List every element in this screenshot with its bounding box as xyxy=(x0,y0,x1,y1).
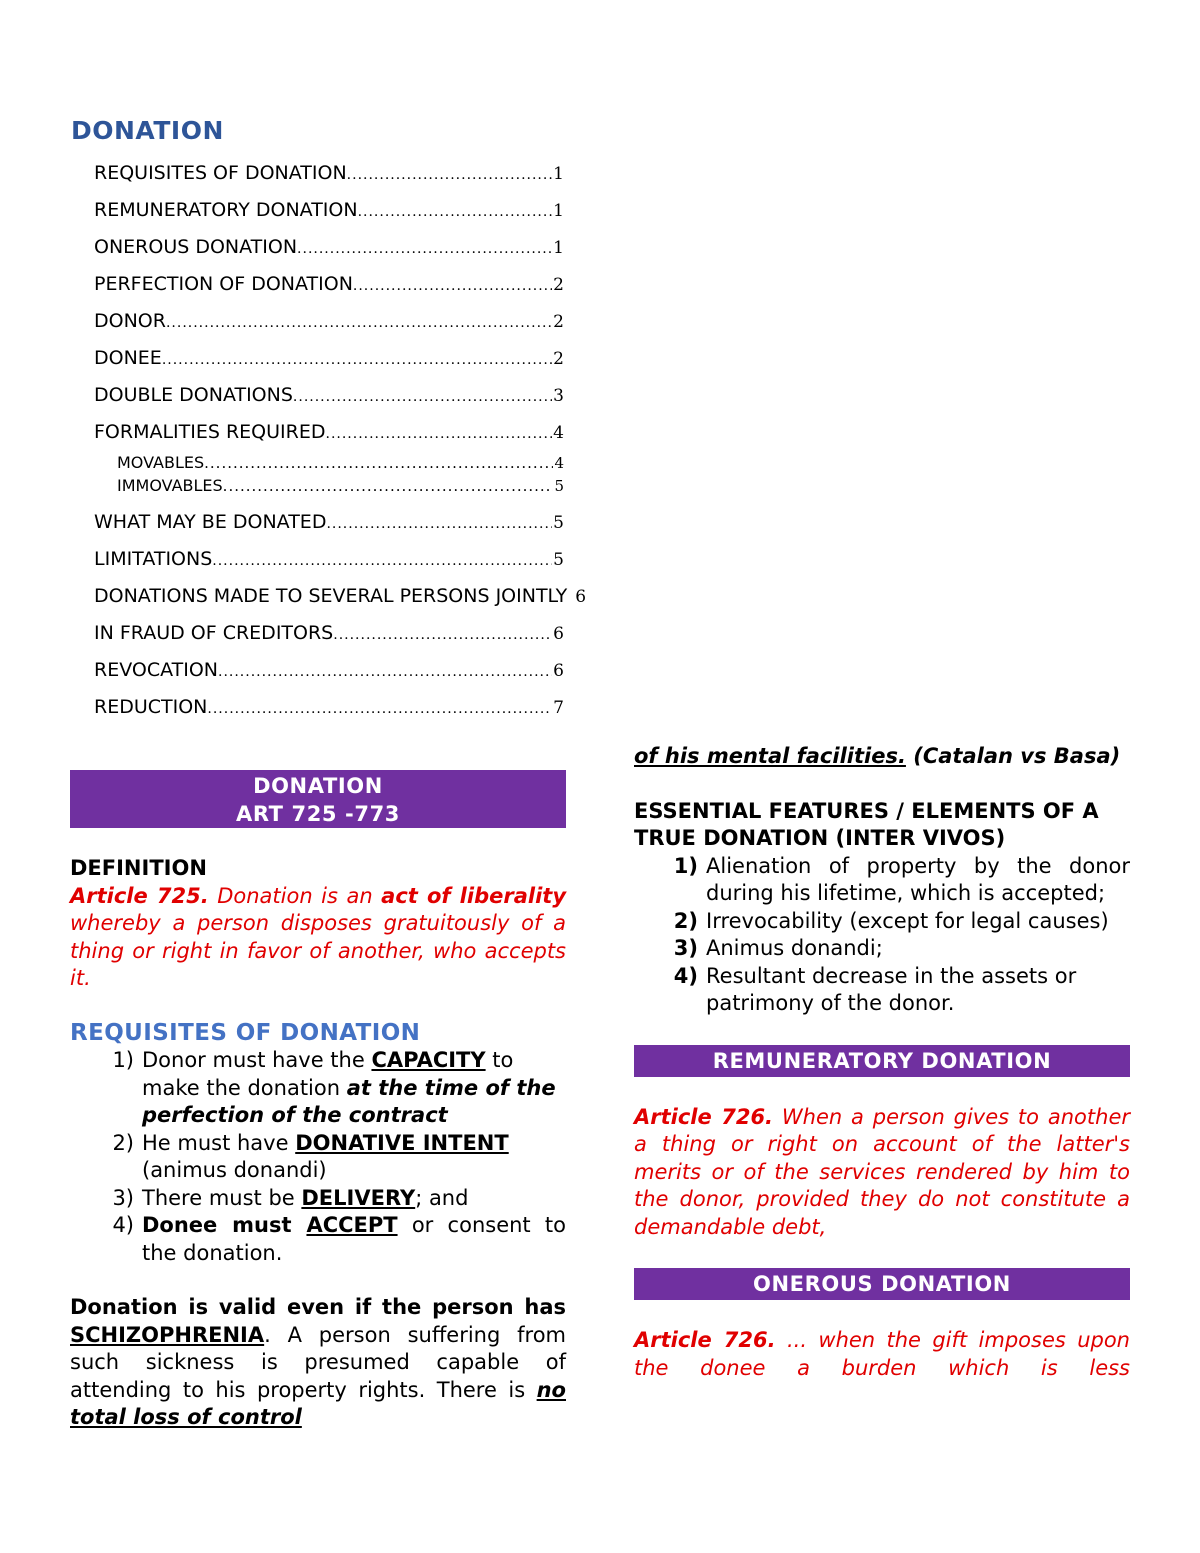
left-column xyxy=(70,770,566,1432)
toc-entry[interactable] xyxy=(94,622,564,659)
list-item xyxy=(634,908,1130,936)
band-subtitle: ART 725 -773 xyxy=(235,802,400,826)
section-band-remuneratory: REMUNERATORY DONATION xyxy=(634,1045,1130,1077)
toc-entry-label: DOUBLE DONATIONS xyxy=(94,384,293,406)
article-726-remuneratory xyxy=(634,1104,1130,1242)
text-run-underlined: DONATIVE INTENT xyxy=(295,1130,509,1155)
toc-entry[interactable] xyxy=(94,199,564,236)
toc-page-number: 5 xyxy=(554,477,564,495)
toc-subentry[interactable] xyxy=(94,453,564,476)
toc-page-number: 2 xyxy=(553,275,564,295)
toc-leader xyxy=(162,352,552,368)
toc-entry-label: WHAT MAY BE DONATED xyxy=(94,511,327,533)
text-run: to make the donation xyxy=(142,1048,514,1100)
toc-leader xyxy=(212,553,552,569)
toc-page-number: 1 xyxy=(553,164,564,184)
toc-page-number: 7 xyxy=(553,698,564,718)
spacer xyxy=(634,771,1130,798)
article-ref: Article 726. xyxy=(634,1328,776,1352)
toc-entry-label: LIMITATIONS xyxy=(94,548,213,570)
schizophrenia-paragraph xyxy=(70,1294,566,1432)
band-title: DONATION xyxy=(253,774,383,798)
toc-entry[interactable] xyxy=(94,273,564,310)
toc-entry-label: REQUISITES OF DONATION xyxy=(94,162,347,184)
text-run-bold-italic-underlined: no total loss of control xyxy=(70,1377,566,1429)
article-text: Donation is an xyxy=(208,883,382,908)
text-run-bold: Donee must xyxy=(142,1213,307,1237)
toc-leader xyxy=(326,426,553,442)
toc-entry[interactable] xyxy=(94,162,564,199)
toc-entry[interactable] xyxy=(94,421,564,453)
spacer xyxy=(634,1241,1130,1268)
text-run-underlined: SCHIZOPHRENIA xyxy=(70,1322,265,1347)
toc-leader xyxy=(347,167,553,183)
features-heading: ESSENTIAL FEATURES / ELEMENTS OF A TRUE DONATION (INTER VIVOS) xyxy=(634,798,1099,850)
text-run: or consent to the donation. xyxy=(142,1213,566,1265)
toc-entry-label: DONATIONS MADE TO SEVERAL PERSONS JOINTLY xyxy=(94,585,568,607)
toc-page-number: 4 xyxy=(553,423,564,443)
toc-entry-label: MOVABLES xyxy=(117,453,205,472)
toc-entry-label: PERFECTION OF DONATION xyxy=(94,273,353,295)
toc-entry-label: REDUCTION xyxy=(94,696,208,718)
list-number: 2) xyxy=(673,908,698,933)
list-number: 2) xyxy=(112,1130,134,1155)
list-item xyxy=(634,853,1130,908)
toc-entry-label: REMUNERATORY DONATION xyxy=(94,199,358,221)
toc-page-number: 1 xyxy=(553,238,564,258)
list-item xyxy=(70,1212,566,1267)
article-726-onerous xyxy=(634,1327,1130,1382)
toc-entry[interactable] xyxy=(94,511,564,548)
list-text xyxy=(142,1212,566,1267)
toc-leader xyxy=(204,454,553,472)
list-number: 1) xyxy=(673,853,698,878)
toc-entry-label: DONOR xyxy=(94,310,166,332)
spacer xyxy=(634,1018,1130,1045)
list-number: 3) xyxy=(673,936,698,960)
toc-entry-label: ONEROUS DONATION xyxy=(94,236,298,258)
section-band-donation xyxy=(70,770,566,828)
text-run: He must have xyxy=(142,1130,296,1155)
list-number: 4) xyxy=(673,963,698,988)
toc-page-number: 1 xyxy=(553,201,564,221)
toc-page-number: 4 xyxy=(554,454,564,472)
toc-leader xyxy=(358,204,553,220)
toc-entry[interactable] xyxy=(94,236,564,273)
list-text: Animus donandi; xyxy=(706,936,883,960)
list-item xyxy=(634,963,1130,1018)
toc-entry-label: DONEE xyxy=(94,347,162,369)
text-run-bold-italic: (Catalan vs Basa) xyxy=(905,744,1121,768)
list-text xyxy=(142,1047,566,1130)
toc-subentry[interactable] xyxy=(94,476,564,499)
toc-leader xyxy=(218,664,552,680)
section-band-onerous: ONEROUS DONATION xyxy=(634,1268,1130,1300)
features-list xyxy=(634,853,1130,1018)
toc-leader xyxy=(297,241,552,257)
toc-entry[interactable] xyxy=(94,696,564,733)
toc-entry[interactable] xyxy=(94,347,564,384)
article-emphasis: act of liberality xyxy=(381,883,567,908)
article-text: When a person gives to another a thing or right on account of the latter's merits or of the services rendered by him to the donor, provided they do not constitute a demandable debt, xyxy=(634,1104,1130,1239)
right-column xyxy=(634,743,1130,1382)
toc-entry-label: IN FRAUD OF CREDITORS xyxy=(94,622,334,644)
list-item xyxy=(70,1185,566,1213)
list-text: Irrevocability (except for legal causes) xyxy=(706,908,1109,933)
toc-entry[interactable] xyxy=(94,384,564,421)
text-run: There must be xyxy=(142,1185,302,1210)
spacer xyxy=(70,1267,566,1294)
toc-entry[interactable] xyxy=(94,659,564,696)
toc-entry-label: IMMOVABLES xyxy=(117,476,223,495)
article-text: whereby a person disposes gratuitously of a thing or right in favor of another, who accepts it. xyxy=(70,911,566,990)
toc-leader xyxy=(223,477,554,495)
definition-heading: DEFINITION xyxy=(70,856,207,880)
requisites-heading: REQUISITES OF DONATION xyxy=(70,1019,421,1046)
article-ref: Article 726. xyxy=(634,1104,774,1129)
list-number: 3) xyxy=(112,1185,134,1210)
list-item xyxy=(70,1130,566,1185)
article-725-text xyxy=(70,883,566,993)
requisites-list xyxy=(70,1047,566,1267)
text-run: . A person suffering from such sickness is presumed capable of attending to his property rights. There is xyxy=(70,1322,566,1402)
article-ref: Article 725. xyxy=(70,883,209,908)
text-run-underlined: CAPACITY xyxy=(371,1048,486,1072)
toc-page-number: 6 xyxy=(553,661,564,681)
text-run-underlined: ACCEPT xyxy=(306,1213,398,1237)
list-number: 4) xyxy=(112,1213,134,1237)
list-text: Alienation of property by the donor during his lifetime, which is accepted; xyxy=(706,853,1130,905)
toc-page-number: 3 xyxy=(553,386,564,406)
text-run: ; and xyxy=(415,1185,469,1210)
toc-leader xyxy=(353,278,552,294)
list-text: Resultant decrease in the assets or patrimony of the donor. xyxy=(706,963,1077,1015)
table-of-contents xyxy=(94,162,587,733)
toc-leader xyxy=(293,389,552,405)
toc-leader xyxy=(166,315,552,331)
toc-page-number: 2 xyxy=(553,349,564,369)
text-run-bold-italic-underlined: of his mental facilities. xyxy=(634,744,906,768)
spacer xyxy=(70,828,566,855)
toc-entry[interactable] xyxy=(94,585,587,622)
toc-entry-label: FORMALITIES REQUIRED xyxy=(94,421,326,443)
toc-heading: DONATION xyxy=(71,116,224,145)
toc-leader xyxy=(207,701,552,717)
toc-page-number: 6 xyxy=(553,624,564,644)
list-item xyxy=(634,935,1130,963)
text-run-bold-italic: at the time of the perfection of the contract xyxy=(142,1075,556,1127)
toc-page-number: 6 xyxy=(575,587,587,607)
spacer xyxy=(70,993,566,1020)
text-run: (animus donandi) xyxy=(142,1158,327,1182)
toc-page-number: 2 xyxy=(553,312,564,332)
text-run-underlined: DELIVERY xyxy=(301,1185,416,1210)
list-number: 1) xyxy=(112,1048,134,1072)
toc-entry-label: REVOCATION xyxy=(94,659,218,681)
text-run-bold: Donation is valid even if the person has xyxy=(70,1295,566,1319)
list-item xyxy=(70,1047,566,1130)
spacer xyxy=(634,1300,1130,1327)
text-run: Donor must have the xyxy=(142,1048,372,1072)
list-text xyxy=(142,1130,566,1185)
list-text xyxy=(142,1185,566,1213)
toc-page-number: 5 xyxy=(553,513,564,533)
toc-page-number: 5 xyxy=(553,550,564,570)
spacer xyxy=(634,1077,1130,1104)
toc-leader xyxy=(326,516,552,532)
article-text: ... when the gift imposes upon the donee a burden which is less xyxy=(634,1328,1130,1380)
continued-paragraph xyxy=(634,743,1130,771)
toc-leader xyxy=(333,627,552,643)
toc-entry[interactable] xyxy=(94,548,564,585)
toc-entry[interactable] xyxy=(94,310,564,347)
